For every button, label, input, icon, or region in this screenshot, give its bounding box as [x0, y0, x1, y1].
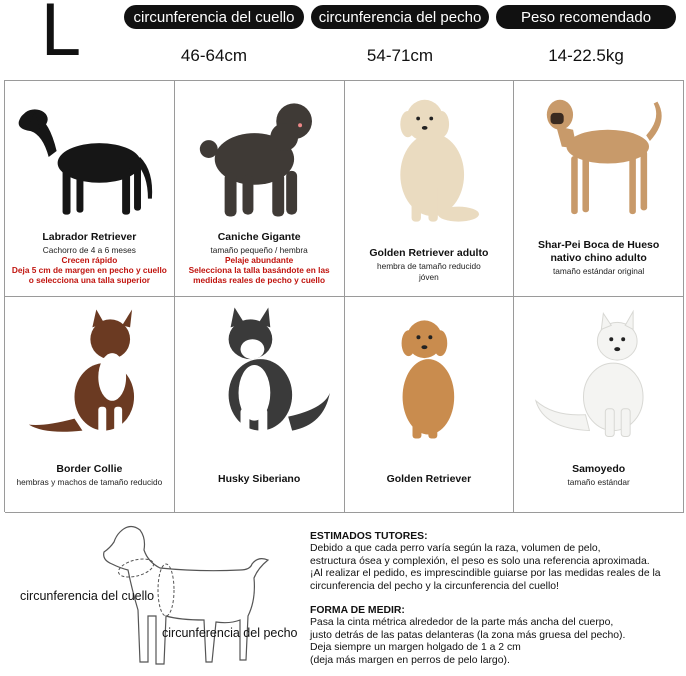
notes-title-tutores: ESTIMADOS TUTORES:: [310, 531, 428, 542]
caniche-dog-image: [175, 81, 344, 231]
breed-grid: [4, 80, 684, 512]
breed-card-husky: [175, 297, 345, 513]
chest-label: circunferencia del pecho: [162, 626, 298, 640]
breed-warning-line: Selecciona la talla basándote en las: [188, 265, 330, 275]
breed-warning-line: Pelaje abundante: [225, 255, 294, 265]
golden-adulto-dog-image: [345, 81, 514, 231]
notes-title-medir: FORMA DE MEDIR:: [310, 605, 405, 617]
border-collie-dog-image: [5, 297, 174, 447]
breed-name: Husky Siberiano: [217, 473, 301, 485]
breed-card-labrador: [5, 81, 175, 297]
notes-line: ¡Al realizar el pedido, es imprescindible guiarse por las medidas reales de la: [310, 568, 661, 580]
breed-name: Border Collie: [56, 463, 123, 475]
breed-name: Samoyedo: [572, 463, 626, 475]
chest-value: 54-71cm: [366, 46, 434, 65]
breed-name: Caniche Gigante: [217, 231, 301, 243]
breed-card-border-collie: [5, 297, 175, 513]
samoyedo-dog-image: [514, 297, 683, 447]
weight-header-pill: Peso recomendado: [496, 5, 676, 29]
neck-label: circunferencia del cuello: [20, 589, 155, 603]
size-letter: L: [40, 0, 79, 72]
breed-warning-line: medidas reales de pecho y cuello: [193, 275, 326, 285]
notes-line: Debido a que cada perro varía según la raza, volumen de pelo,: [310, 543, 601, 555]
breed-note: hembras y machos de tamaño reducido: [16, 477, 163, 487]
golden-dog-image: [345, 297, 514, 447]
breed-warning-line: o selecciona una talla superior: [28, 275, 151, 285]
breed-card-caniche: [175, 81, 345, 297]
breed-note: hembra de tamaño reducido: [376, 261, 481, 271]
neck-value: 46-64cm: [180, 46, 248, 65]
breed-card-shar-pei: [514, 81, 684, 297]
breed-name: Golden Retriever adulto: [369, 247, 489, 259]
shar-pei-dog-image: [514, 81, 683, 231]
breed-name: Labrador Retriever: [42, 231, 137, 243]
breed-note: tamaño estándar original: [552, 266, 645, 276]
husky-dog-image: [175, 297, 344, 447]
breed-warning-line: Deja 5 cm de margen en pecho y cuello: [11, 265, 167, 275]
notes-line: (deja más margen en perros de pelo largo).: [310, 654, 510, 666]
labrador-dog-image: [5, 81, 174, 231]
notes-line: justo detrás de las patas delanteras (la zona más gruesa del pecho).: [310, 629, 626, 641]
breed-name-line2: nativo chino adulto: [550, 252, 647, 264]
chest-header-pill: circunferencia del pecho: [311, 5, 489, 29]
weight-value: 14-22.5kg: [548, 46, 624, 65]
breed-name: Golden Retriever: [386, 473, 472, 485]
neck-header-pill: circunferencia del cuello: [124, 5, 304, 29]
instructions: [310, 531, 682, 667]
notes-line: estructura ósea y complexión, el peso es solo una referencia aproximada.: [310, 555, 650, 567]
notes-line: Deja siempre un margen holgado de 1 a 2 cm: [310, 642, 521, 654]
notes-line: Pasa la cinta métrica alrededor de la parte más ancha del cuerpo,: [310, 617, 614, 629]
breed-card-samoyedo: [514, 297, 684, 513]
breed-name: Shar-Pei Boca de Hueso: [537, 239, 660, 251]
breed-note: Cachorro de 4 a 6 meses: [42, 245, 136, 255]
breed-note: tamaño estándar: [567, 477, 630, 487]
breed-note: jóven: [418, 272, 439, 282]
breed-card-golden: [345, 297, 515, 513]
notes-line: circunferencia del pecho y la circunferencia del cuello!: [310, 580, 559, 592]
breed-note: tamaño pequeño / hembra: [210, 245, 308, 255]
breed-card-golden-adulto: [345, 81, 515, 297]
breed-warning-line: Crecen rápido: [61, 255, 118, 265]
